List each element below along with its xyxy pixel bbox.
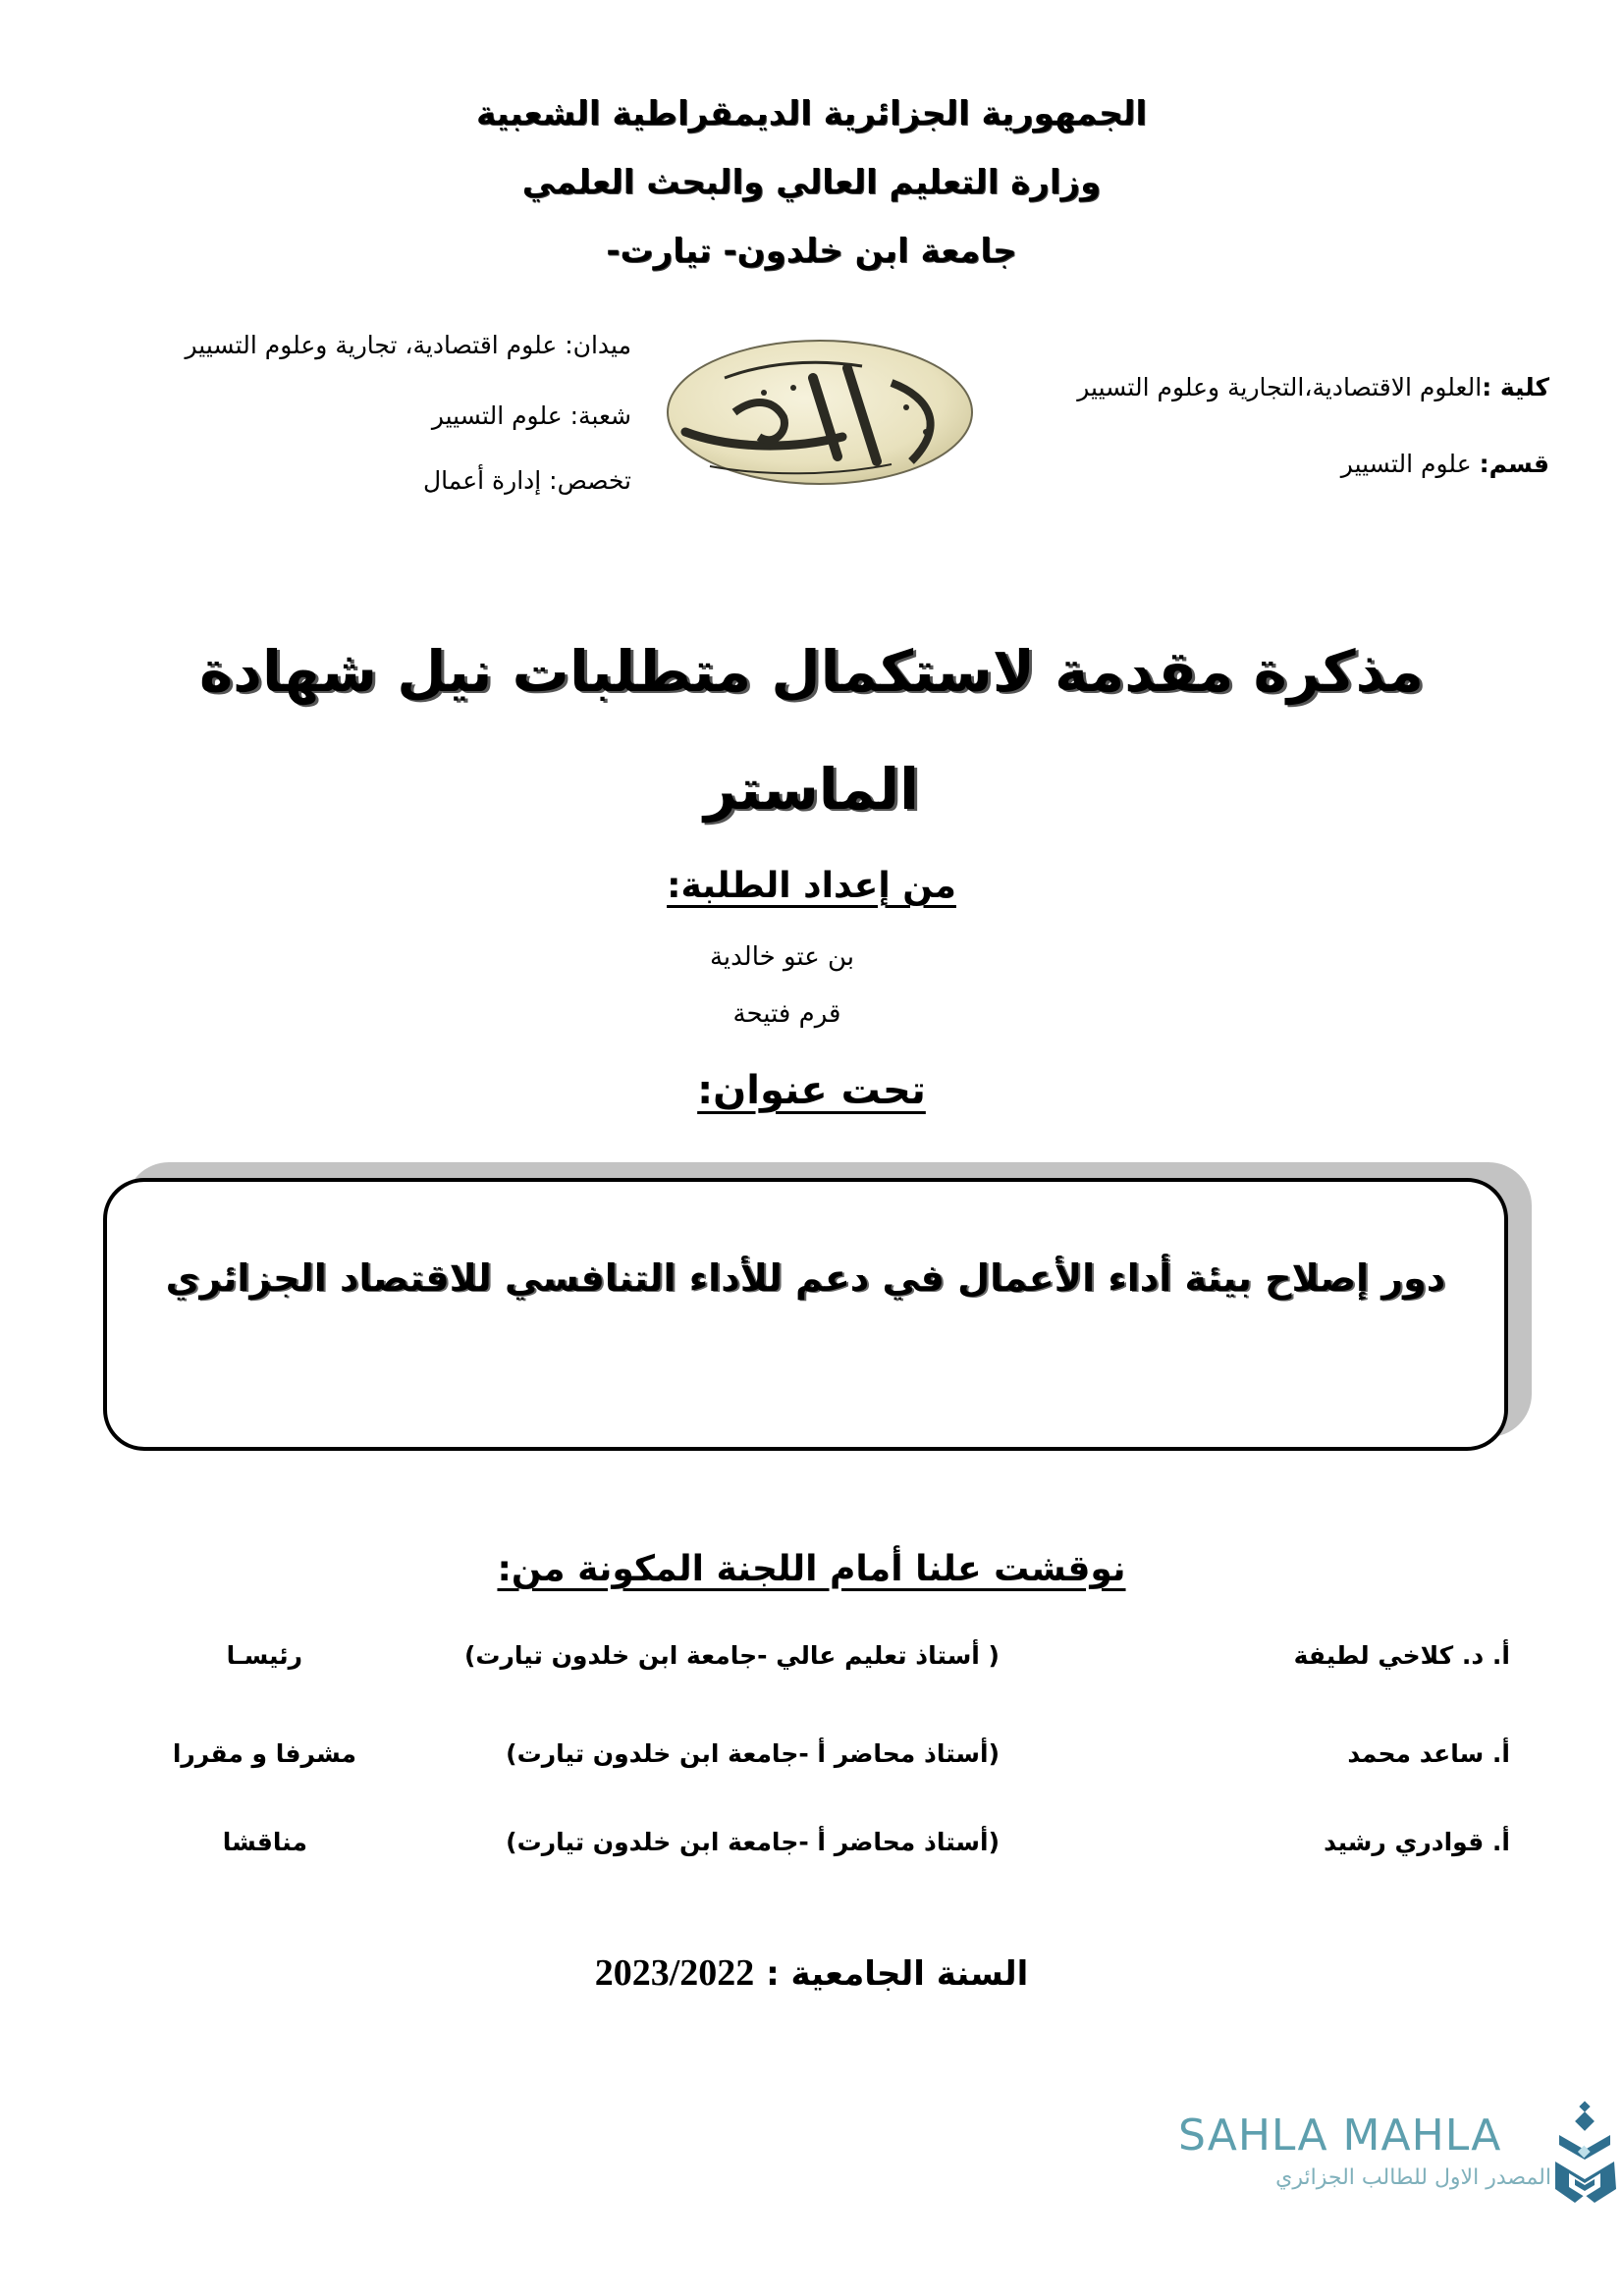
specialty-line: تخصص: إدارة أعمال — [422, 466, 631, 495]
academic-year-label: السنة الجامعية : — [754, 1954, 1029, 1994]
member-rank: (أستاذ محاضر أ -جامعة ابن خلدون تيارت) — [506, 1828, 1000, 1856]
branch-line: شعبة: علوم التسيير — [431, 401, 631, 430]
member-rank: (أستاذ محاضر أ -جامعة ابن خلدون تيارت) — [506, 1739, 1000, 1768]
academic-year-value: 2023/2022 — [594, 1952, 755, 1994]
department-line — [1341, 450, 1549, 478]
subject-box — [103, 1178, 1508, 1451]
prepared-by-label: من إعداد الطلبة: — [667, 866, 956, 906]
ministry-heading: وزارة التعليم العالي والبحث العلمي — [521, 163, 1102, 202]
field-line: ميدان: علوم اقتصادية، تجارية وعلوم التسيير — [185, 331, 631, 359]
committee-member-row — [0, 1641, 1623, 1681]
university-seal-icon — [666, 339, 975, 486]
sahla-mahla-watermark — [1168, 2101, 1620, 2218]
member-role: مناقشا — [222, 1828, 307, 1856]
member-rank: ( أستاذ تعليم عالي -جامعة ابن خلدون تيارت) — [463, 1641, 1000, 1670]
thesis-type-title: مذكرة مقدمة لاستكمال متطلبات نيل شهادة — [198, 638, 1425, 705]
student-name: بن عتو خالدية — [709, 942, 855, 972]
degree-title: الماستر — [703, 756, 920, 823]
faculty-label: كلية : — [1482, 373, 1549, 401]
member-role: رئيسـا — [226, 1641, 302, 1670]
member-role: مشرفا و مقررا — [172, 1739, 356, 1768]
thesis-subject: دور إصلاح بيئة أداء الأعمال في دعم للأداء التنافسي للاقتصاد الجزائري — [165, 1256, 1446, 1300]
under-title-label: تحت عنوان: — [697, 1068, 926, 1113]
committee-heading: نوقشت علنا أمام اللجنة المكونة من: — [497, 1549, 1126, 1589]
department-value: علوم التسيير — [1340, 450, 1480, 478]
watermark-brand: SAHLA MAHLA — [1178, 2110, 1502, 2161]
watermark-tagline: المصدر الاول للطالب الجزائري — [1275, 2165, 1551, 2190]
republic-heading: الجمهورية الجزائرية الديمقراطية الشعبية — [476, 94, 1147, 133]
committee-member-row — [0, 1828, 1623, 1867]
committee-member-row — [0, 1739, 1623, 1779]
faculty-line — [1077, 373, 1549, 401]
member-name: أ. قوادري رشيد — [1324, 1828, 1510, 1856]
university-heading: جامعة ابن خلدون- تيارت- — [606, 232, 1017, 271]
faculty-value: العلوم الاقتصادية،التجارية وعلوم التسيير — [1077, 373, 1483, 401]
department-label: قسم: — [1479, 450, 1549, 478]
member-name: أ. د. كلاخي لطيفة — [1293, 1641, 1510, 1670]
academic-year — [0, 1951, 1623, 1995]
sahla-mahla-logo-icon — [1551, 2101, 1620, 2209]
member-name: أ. ساعد محمد — [1347, 1739, 1510, 1768]
student-name: قرم فتيحة — [732, 999, 841, 1029]
